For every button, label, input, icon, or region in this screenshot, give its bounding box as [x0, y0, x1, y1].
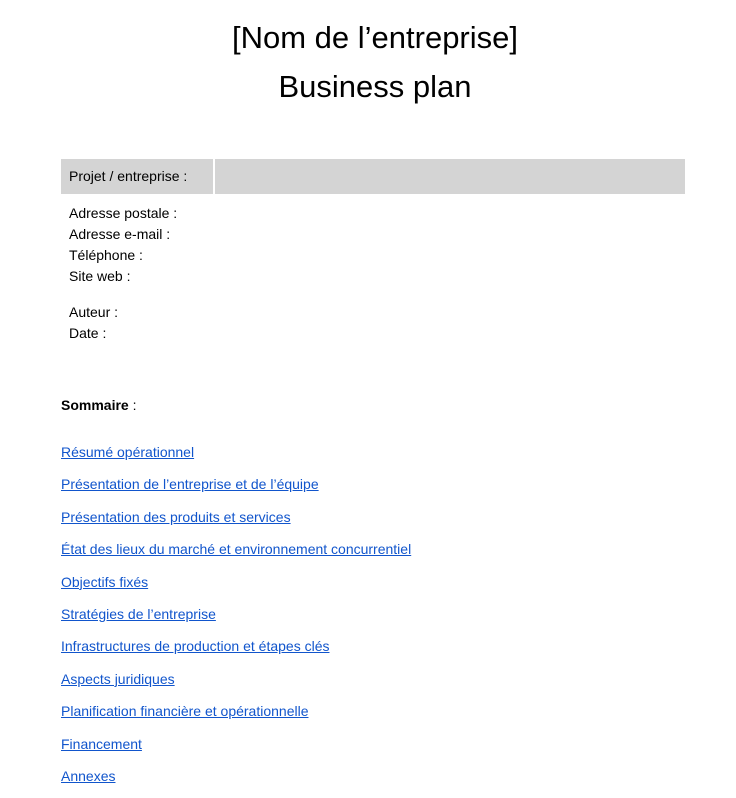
meta-info-block — [69, 302, 118, 344]
website-label: Site web : — [69, 268, 131, 284]
document-title: Business plan — [278, 69, 472, 104]
toc-item — [61, 734, 411, 766]
toc-link-aspects-juridiques[interactable]: Aspects juridiques — [61, 670, 175, 687]
phone-label: Téléphone : — [69, 247, 143, 263]
toc-link-planification[interactable]: Planification financière et opérationnelle — [61, 703, 309, 720]
toc-item — [61, 636, 411, 668]
toc-heading — [61, 395, 136, 415]
toc-item — [61, 766, 411, 798]
toc-item — [61, 572, 411, 604]
toc-item — [61, 701, 411, 733]
company-name-title: [Nom de l’entreprise] — [231, 20, 518, 55]
toc-link-strategies[interactable]: Stratégies de l’entreprise — [61, 605, 216, 622]
project-label: Projet / entreprise : — [61, 159, 213, 194]
toc-link-resume-operationnel[interactable]: Résumé opérationnel — [61, 444, 195, 460]
toc-link-presentation-entreprise[interactable]: Présentation de l’entreprise et de l’équipe — [61, 476, 319, 493]
toc-item — [61, 604, 411, 636]
postal-address-label: Adresse postale : — [69, 205, 178, 221]
toc-item — [61, 442, 411, 474]
table-of-contents — [61, 442, 411, 798]
date-label: Date : — [69, 325, 107, 341]
author-label: Auteur : — [69, 304, 119, 320]
toc-link-objectifs[interactable]: Objectifs fixés — [61, 573, 149, 590]
toc-link-etat-marche[interactable]: État des lieux du marché et environnement concurrentiel — [61, 541, 412, 558]
project-value-cell[interactable] — [215, 159, 685, 194]
toc-link-financement[interactable]: Financement — [61, 735, 142, 752]
toc-item — [61, 669, 411, 701]
toc-heading-text: Sommaire — [61, 397, 129, 413]
contact-info-block — [69, 203, 177, 287]
toc-link-produits-services[interactable]: Présentation des produits et services — [61, 508, 291, 525]
project-table — [61, 159, 685, 194]
toc-heading-colon: : — [128, 397, 137, 413]
toc-item — [61, 474, 411, 506]
toc-link-annexes[interactable]: Annexes — [61, 767, 116, 784]
toc-item — [61, 539, 411, 571]
email-label: Adresse e-mail : — [69, 226, 171, 242]
toc-item — [61, 507, 411, 539]
toc-link-infrastructures[interactable]: Infrastructures de production et étapes clés — [61, 638, 330, 655]
